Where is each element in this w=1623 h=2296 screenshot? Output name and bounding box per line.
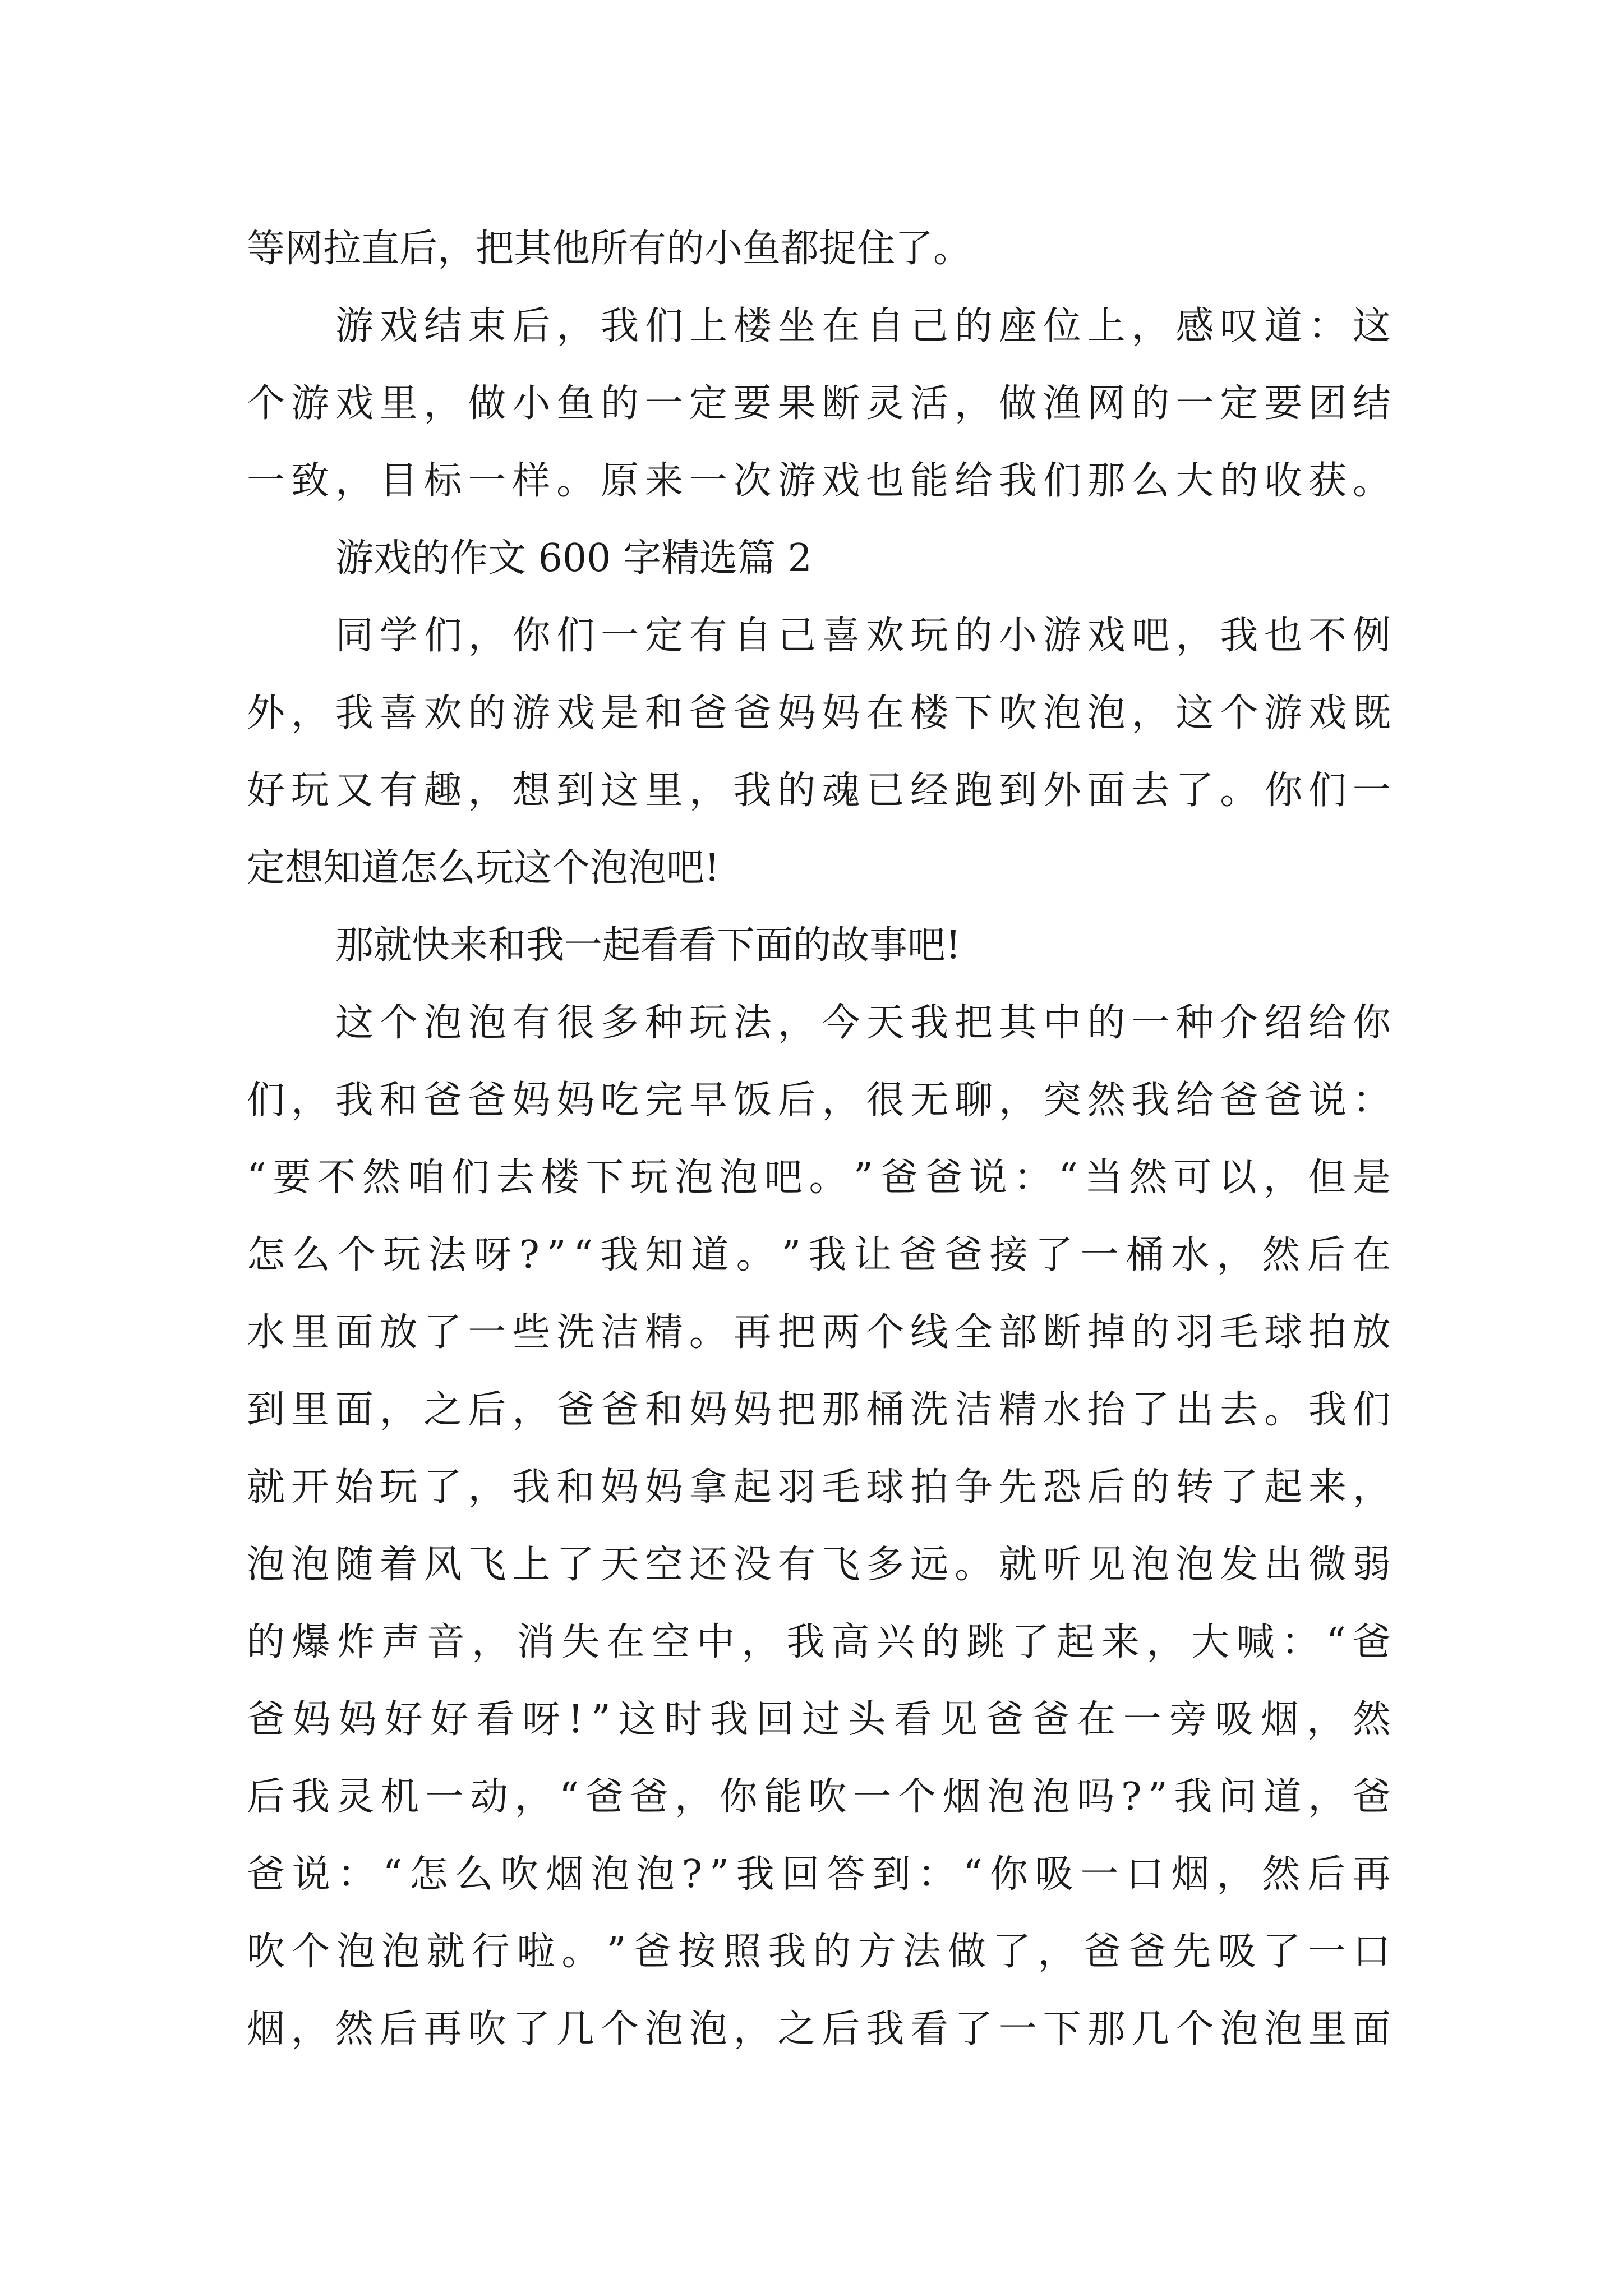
text-line: 定想知道怎么玩这个泡泡吧! (247, 846, 720, 890)
text-line: 同 学 们 ， 你 们 一 定 有 自 己 喜 欢 玩 的 小 游 戏 吧 ， 我 也 不 例 (335, 614, 1391, 658)
text-line: 等网拉直后，把其他所有的小鱼都捉住了。 (247, 227, 972, 271)
text-line: 吹 个 泡 泡 就 行 啦 。 ” 爸 按 照 我 的 方 法 做 了 ， 爸 爸 先 吸 了 一 口 (247, 1930, 1391, 1974)
text-line: 一 致 ， 目 标 一 样 。 原 来 一 次 游 戏 也 能 给 我 们 那 么 大 的 收 获 。 (247, 459, 1391, 503)
text-line: 就 开 始 玩 了 ， 我 和 妈 妈 拿 起 羽 毛 球 拍 争 先 恐 后 的 转 了 起 来 ， (247, 1465, 1391, 1510)
text-line: 后 我 灵 机 一 动 ， “ 爸 爸 ， 你 能 吹 一 个 烟 泡 泡 吗 ? ” 我 问 道 ， 爸 (247, 1775, 1391, 1819)
text-line: “ 要 不 然 咱 们 去 楼 下 玩 泡 泡 吧 。 ” 爸 爸 说 ： “ 当 然 可 以 ， 但 是 (247, 1156, 1391, 1200)
text-line: 外 ， 我 喜 欢 的 游 戏 是 和 爸 爸 妈 妈 在 楼 下 吹 泡 泡 ， 这 个 游 戏 既 (247, 691, 1391, 735)
text-line: 们 ， 我 和 爸 爸 妈 妈 吃 完 早 饭 后 ， 很 无 聊 ， 突 然 我 给 爸 爸 说 ： (247, 1078, 1391, 1122)
text-line: 那就快来和我一起看看下面的故事吧! (335, 923, 961, 968)
text-line: 水 里 面 放 了 一 些 洗 洁 精 。 再 把 两 个 线 全 部 断 掉 的 羽 毛 球 拍 放 (247, 1310, 1391, 1355)
text-line: 爸 妈 妈 好 好 看 呀 ! ” 这 时 我 回 过 头 看 见 爸 爸 在 一 旁 吸 烟 ， 然 (247, 1697, 1391, 1742)
text-line: 怎 么 个 玩 法 呀 ? ” “ 我 知 道 。 ” 我 让 爸 爸 接 了 一 桶 水 ， 然 后 在 (247, 1233, 1391, 1277)
text-line: 游戏的作文 600 字精选篇 2 (335, 536, 812, 581)
text-line: 烟 ， 然 后 再 吹 了 几 个 泡 泡 ， 之 后 我 看 了 一 下 那 几 个 泡 泡 里 面 (247, 2007, 1391, 2051)
text-line: 的 爆 炸 声 音 ， 消 失 在 空 中 ， 我 高 兴 的 跳 了 起 来 ， 大 喊 ： “ 爸 (247, 1620, 1391, 1664)
text-line: 到 里 面 ， 之 后 ， 爸 爸 和 妈 妈 把 那 桶 洗 洁 精 水 抬 了 出 去 。 我 们 (247, 1388, 1391, 1432)
document-body (247, 210, 1391, 2068)
text-line: 爸 说 ： “ 怎 么 吹 烟 泡 泡 ? ” 我 回 答 到 ： “ 你 吸 一 口 烟 ， 然 后 再 (247, 1852, 1391, 1897)
text-line: 这 个 泡 泡 有 很 多 种 玩 法 ， 今 天 我 把 其 中 的 一 种 介 绍 给 你 (335, 1001, 1391, 1045)
text-line: 泡 泡 随 着 风 飞 上 了 天 空 还 没 有 飞 多 远 。 就 听 见 泡 泡 发 出 微 弱 (247, 1543, 1391, 1587)
text-line: 个 游 戏 里 ， 做 小 鱼 的 一 定 要 果 断 灵 活 ， 做 渔 网 的 一 定 要 团 结 (247, 381, 1391, 426)
text-line: 好 玩 又 有 趣 ， 想 到 这 里 ， 我 的 魂 已 经 跑 到 外 面 去 了 。 你 们 一 (247, 769, 1391, 813)
text-line: 游 戏 结 束 后 ， 我 们 上 楼 坐 在 自 己 的 座 位 上 ， 感 叹 道 ： 这 (335, 304, 1391, 348)
